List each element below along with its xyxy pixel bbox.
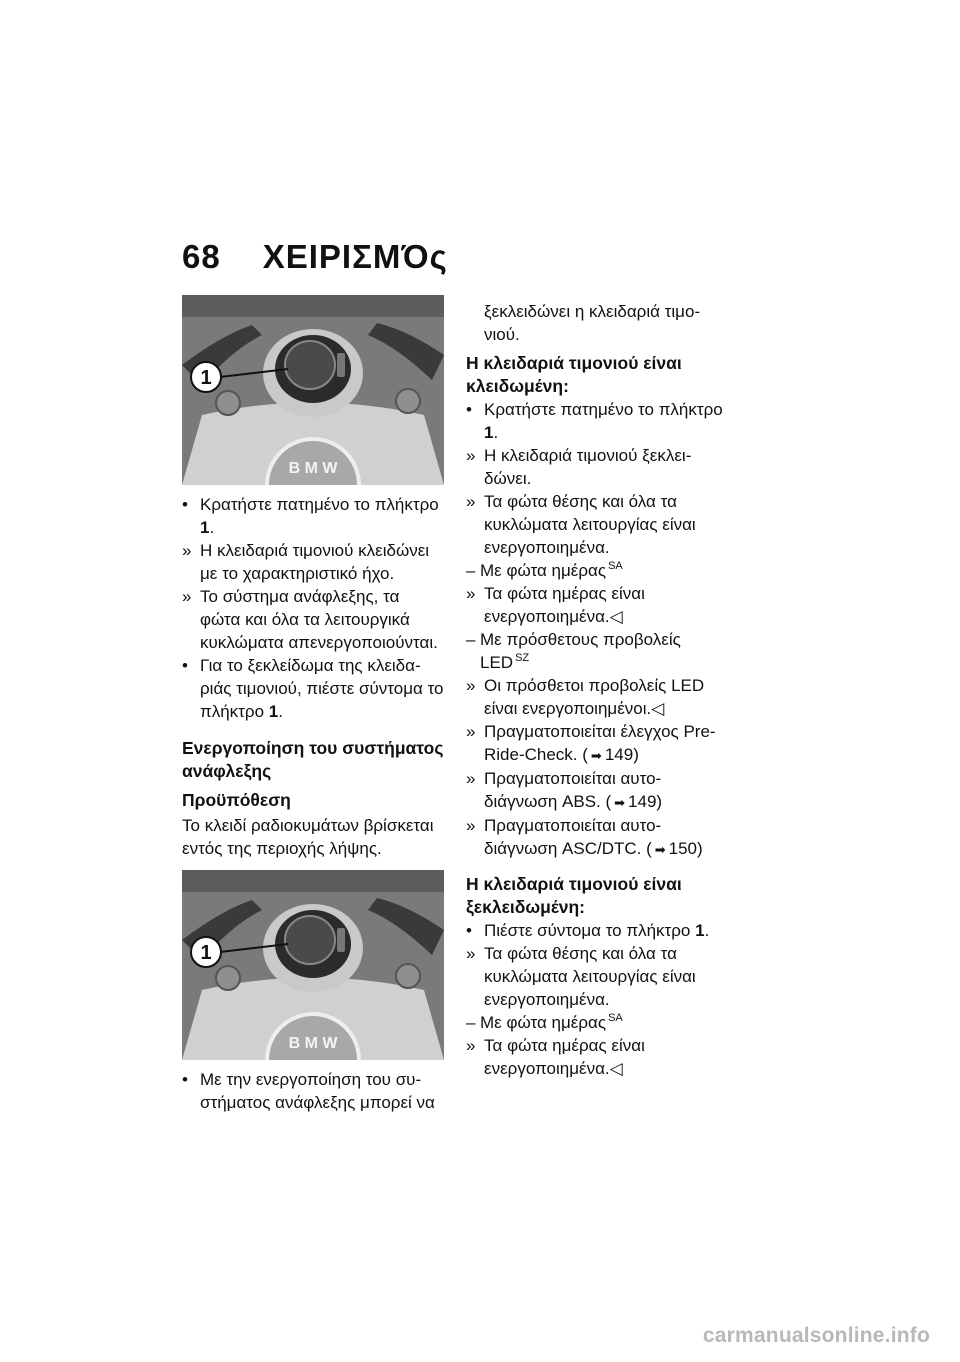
list-item: » Τα φώτα θέσης και όλα τα κυκλώματα λειτουργίας είναι ενεργοποιημένα.: [466, 944, 696, 1009]
handlebar-illustration: [182, 870, 444, 1060]
section-heading: Ενεργοποίηση του συστήματος ανάφλεξης: [182, 738, 444, 781]
bmw-logo-text: B M W: [288, 1035, 338, 1052]
section-heading: Η κλειδαριά τιμονιού είναι κλειδωμένη:: [466, 353, 682, 396]
figure-keyless-button-locked: [182, 295, 444, 485]
list-item: • Κρατήστε πατημένο το πλήκτρο 1.: [182, 495, 439, 537]
page-ref-link[interactable]: 150): [668, 839, 703, 858]
right-column: [466, 300, 728, 1080]
condition-item: – Με φώτα ημέρας $^{SA}$: [466, 560, 623, 580]
page-title: ΧΕΙΡΙΣΜΌς: [262, 238, 448, 275]
list-item: » Τα φώτα ημέρας είναι ενεργοποιημένα.◁: [466, 1036, 645, 1078]
list-item: » Πραγματοποιείται έλεγχος Pre-Ride-Check. ( ➡ 149): [466, 720, 728, 767]
list-item-continued: ξεκλειδώνει η κλειδαριά τιμονιού.: [484, 302, 701, 344]
list-item: » Πραγματοποιείται αυτοδιάγνωση ABS. ( ➡ 149): [466, 767, 728, 814]
page-ref-arrow-icon: ➡: [654, 842, 666, 857]
callout-number: 1: [200, 942, 212, 964]
page-ref-link[interactable]: 149): [604, 745, 639, 764]
condition-item: – Με πρόσθετους προβολείς LED $^{SZ}$: [466, 630, 681, 672]
handlebar-illustration: [182, 295, 444, 485]
list-item: » Τα φώτα θέσης και όλα τα κυκλώματα λειτουργίας είναι ενεργοποιημένα.: [466, 492, 696, 557]
left-column: [182, 295, 444, 1114]
list-item: » Το σύστημα ανάφλεξης, τα φώτα και όλα τα λειτουργικά κυκλώματα απενεργοποιούνται.: [182, 587, 438, 652]
list-item: » Τα φώτα ημέρας είναι ενεργοποιημένα.◁: [466, 584, 645, 626]
subsection-heading: Προϋπόθεση: [182, 790, 291, 810]
list-item: » Οι πρόσθετοι προβολείς LED είναι ενεργοποιημένοι.◁: [466, 676, 705, 718]
list-item: • Για το ξεκλείδωμα της κλειδαριάς τιμονιού, πιέστε σύντομα το πλήκτρο 1.: [182, 656, 444, 721]
page-ref-link[interactable]: 149): [628, 792, 663, 811]
figure-keyless-button-ignition: [182, 870, 444, 1060]
bmw-logo-text: B M W: [288, 460, 338, 477]
option-code-sz: SZ: [515, 652, 530, 665]
condition-item: – Με φώτα ημέρας $^{SA}$: [466, 1012, 623, 1032]
page-header: [182, 238, 448, 276]
list-item: » Πραγματοποιείται αυτοδιάγνωση ASC/DTC. ( ➡ 150): [466, 814, 728, 861]
watermark: carmanualsonline.info: [702, 1324, 930, 1347]
option-code-sa: SA: [608, 1012, 623, 1025]
list-item: • Με την ενεργοποίηση του συστήματος ανάφλεξης μπορεί να: [182, 1070, 435, 1112]
list-item: • Πιέστε σύντομα το πλήκτρο 1.: [466, 921, 710, 940]
page-ref-arrow-icon: ➡: [614, 795, 626, 810]
paragraph: Το κλειδί ραδιοκυμάτων βρίσκεται εντός της περιοχής λήψης.: [182, 816, 434, 858]
callout-number: 1: [200, 367, 212, 389]
list-item: » Η κλειδαριά τιμονιού ξεκλειδώνει.: [466, 446, 692, 488]
option-code-sa: SA: [608, 560, 623, 573]
list-item: » Η κλειδαριά τιμονιού κλειδώνει με το χαρακτηριστικό ήχο.: [182, 541, 430, 583]
page-number: 68: [182, 238, 221, 275]
list-item: • Κρατήστε πατημένο το πλήκτρο 1.: [466, 400, 723, 442]
section-heading: Η κλειδαριά τιμονιού είναι ξεκλειδωμένη:: [466, 874, 682, 917]
page-ref-arrow-icon: ➡: [590, 748, 602, 763]
